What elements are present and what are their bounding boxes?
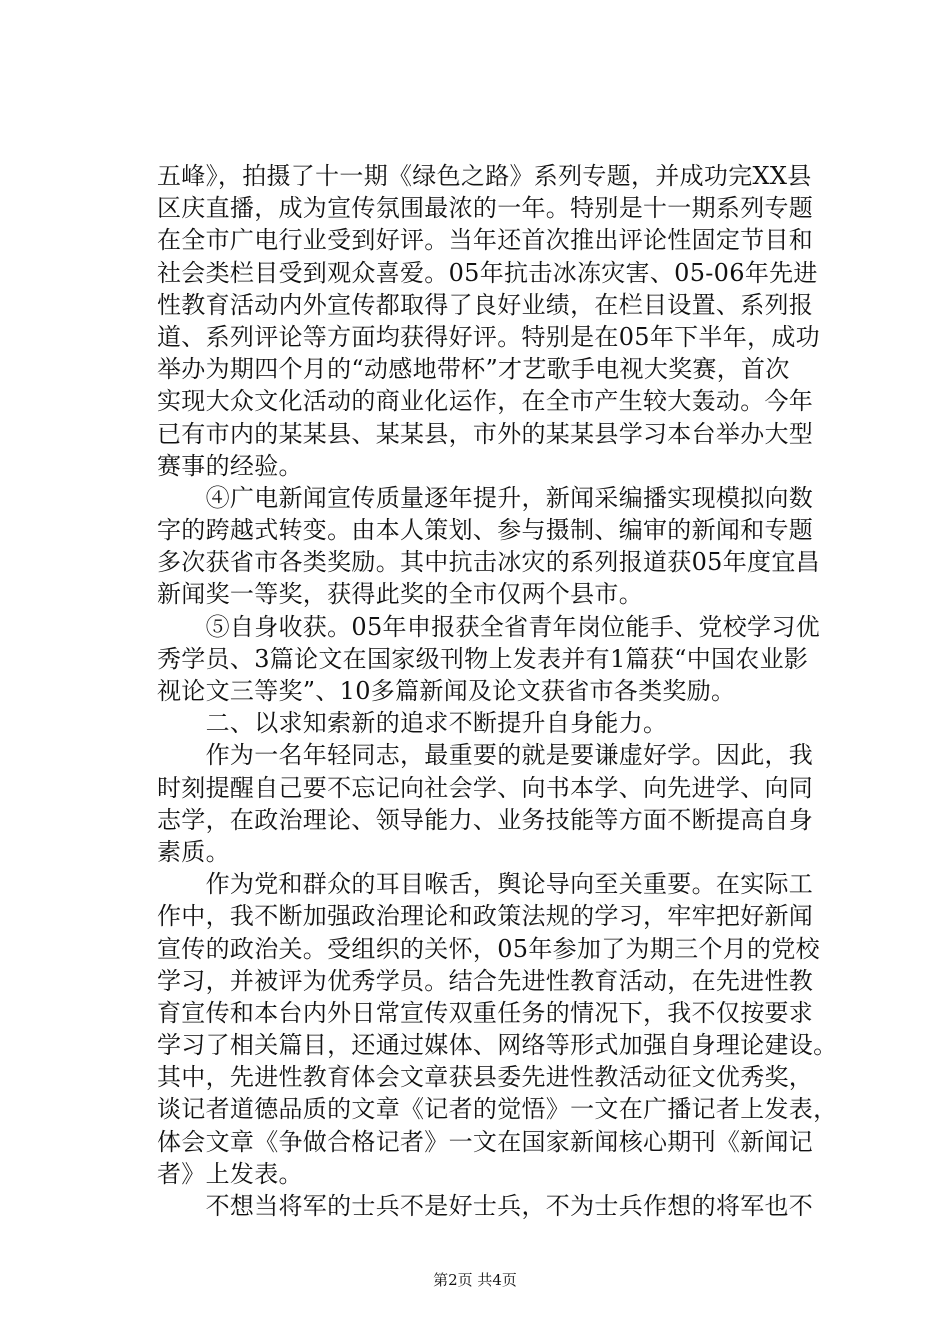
text-line: 视论文三等奖”、10多篇新闻及论文获省市各类奖励。 [157, 677, 736, 705]
text-line: 育宣传和本台内外日常宣传双重任务的情况下，我不仅按要求 [157, 998, 814, 1027]
text-line: 作为一名年轻同志，最重要的就是要谦虚好学。因此，我 [157, 741, 814, 770]
text-line: 其中，先进性教育体会文章获县委先进性教活动征文优秀奖， [157, 1063, 814, 1092]
text-line: 谈记者道德品质的文章《记者的觉悟》一文在广播记者上发表， [157, 1095, 838, 1124]
text-line: 作中，我不断加强政治理论和政策法规的学习，牢牢把好新闻 [157, 902, 814, 931]
text-line: 秀学员、3篇论文在国家级刊物上发表并有1篇获“中国农业影 [157, 644, 809, 673]
text-line: 者》上发表。 [157, 1159, 303, 1188]
text-line: ⑤自身收获。05年申报获全省青年岗位能手、党校学习优 [157, 612, 820, 641]
text-line: 五峰》，拍摄了十一期《绿色之路》系列专题，并成功完XX县 [157, 162, 812, 190]
text-line: 宣传的政治关。受组织的关怀，05年参加了为期三个月的党校 [157, 934, 820, 963]
text-line: 实现大众文化活动的商业化运作，在全市产生较大轰动。今年 [157, 387, 814, 416]
text-line: 学习了相关篇目，还通过媒体、网络等形式加强自身理论建设。 [157, 1031, 838, 1060]
text-line: 素质。 [157, 837, 230, 866]
text-line: ④广电新闻宣传质量逐年提升，新闻采编播实现模拟向数 [157, 483, 814, 512]
text-line: 作为党和群众的耳目喉舌，舆论导向至关重要。在实际工 [157, 870, 814, 899]
text-line: 时刻提醒自己要不忘记向社会学、向书本学、向先进学、向同 [157, 773, 814, 802]
text-line: 赛事的经验。 [157, 451, 303, 480]
text-line: 道、系列评论等方面均获得好评。特别是在05年下半年，成功 [157, 322, 820, 351]
text-line: 志学，在政治理论、领导能力、业务技能等方面不断提高自身 [157, 805, 814, 834]
text-line: 不想当将军的士兵不是好士兵，不为士兵作想的将军也不 [157, 1192, 814, 1220]
text-line: 已有市内的某某县、某某县，市外的某某县学习本台举办大型 [157, 419, 814, 448]
text-line: 举办为期四个月的“动感地带杯”才艺歌手电视大奖赛，首次 [157, 355, 790, 384]
text-line: 字的跨越式转变。由本人策划、参与摄制、编审的新闻和专题 [157, 516, 814, 545]
text-line: 体会文章《争做合格记者》一文在国家新闻核心期刊《新闻记 [157, 1127, 814, 1156]
page-footer: 第2页 共4页 [433, 1271, 517, 1289]
text-line: 性教育活动内外宣传都取得了良好业绩，在栏目设置、系列报 [157, 290, 814, 319]
text-line: 多次获省市各类奖励。其中抗击冰灾的系列报道获05年度宜昌 [157, 548, 820, 577]
text-line: 区庆直播，成为宣传氛围最浓的一年。特别是十一期系列专题 [157, 194, 814, 223]
text-line: 学习，并被评为优秀学员。结合先进性教育活动，在先进性教 [157, 966, 814, 995]
body-text [157, 160, 857, 1222]
text-line: 二、以求知索新的追求不断提升自身能力。 [157, 709, 668, 738]
text-line: 新闻奖一等奖，获得此奖的全市仅两个县市。 [157, 580, 643, 609]
text-line: 社会类栏目受到观众喜爱。05年抗击冰冻灾害、05-06年先进 [157, 258, 818, 287]
text-line: 在全市广电行业受到好评。当年还首次推出评论性固定节目和 [157, 226, 814, 255]
